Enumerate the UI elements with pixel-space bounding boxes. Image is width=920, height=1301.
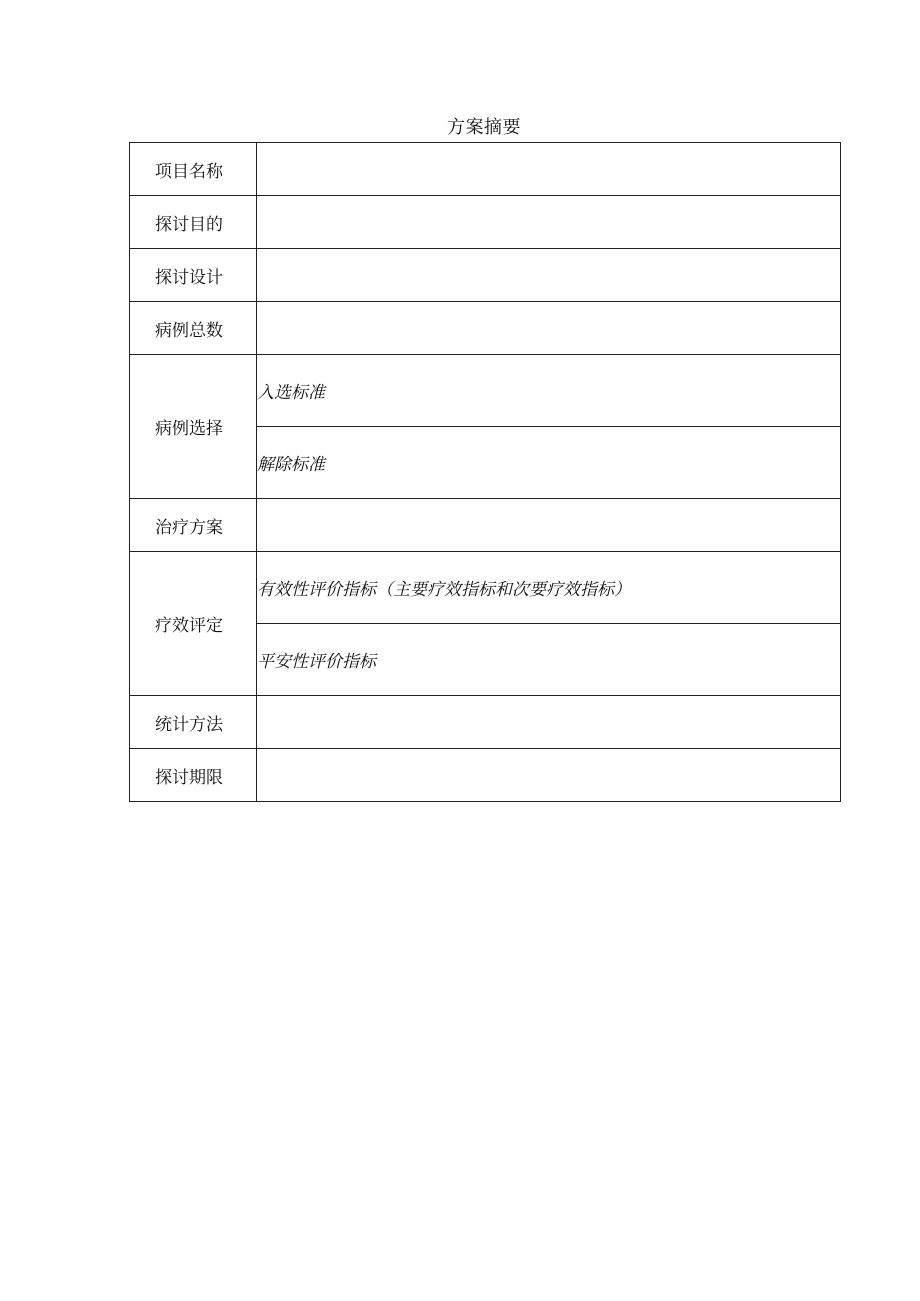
label-project-name bbox=[130, 143, 257, 196]
label-efficacy-evaluation-text: 疗效评定 bbox=[155, 616, 223, 636]
label-study-objective-text: 探讨目的 bbox=[155, 214, 223, 235]
value-study-design[interactable] bbox=[257, 249, 841, 302]
protocol-summary-table bbox=[129, 142, 841, 802]
label-study-design bbox=[130, 249, 257, 302]
row-treatment-plan bbox=[130, 499, 841, 552]
safety-indicators-label: 平安性评价指标 bbox=[257, 652, 376, 672]
label-efficacy-evaluation bbox=[130, 552, 257, 696]
row-efficacy-indicators bbox=[130, 552, 841, 624]
value-treatment-plan[interactable] bbox=[257, 499, 841, 552]
label-study-objective bbox=[130, 196, 257, 249]
efficacy-indicators-label: 有效性评价指标（主要疗效指标和次要疗效指标） bbox=[257, 580, 631, 600]
value-study-period[interactable] bbox=[257, 749, 841, 802]
row-study-period bbox=[130, 749, 841, 802]
row-study-objective bbox=[130, 196, 841, 249]
label-total-cases bbox=[130, 302, 257, 355]
label-project-name-text: 项目名称 bbox=[155, 161, 223, 182]
inclusion-criteria-label: 入选标准 bbox=[257, 383, 325, 403]
label-total-cases-text: 病例总数 bbox=[155, 320, 223, 341]
value-project-name[interactable] bbox=[257, 143, 841, 196]
row-study-design bbox=[130, 249, 841, 302]
label-study-period-text: 探讨期限 bbox=[155, 767, 223, 788]
label-case-selection bbox=[130, 355, 257, 499]
label-treatment-plan-text: 治疗方案 bbox=[155, 517, 223, 538]
label-study-design-text: 探讨设计 bbox=[155, 267, 223, 288]
exclusion-criteria-cell[interactable] bbox=[257, 427, 841, 499]
row-total-cases bbox=[130, 302, 841, 355]
label-study-period bbox=[130, 749, 257, 802]
safety-indicators-cell[interactable] bbox=[257, 624, 841, 696]
value-total-cases[interactable] bbox=[257, 302, 841, 355]
value-statistical-method[interactable] bbox=[257, 696, 841, 749]
exclusion-criteria-label: 解除标准 bbox=[257, 455, 325, 475]
row-case-selection-inclusion bbox=[130, 355, 841, 427]
document-title: 方案摘要 bbox=[447, 117, 521, 138]
value-study-objective[interactable] bbox=[257, 196, 841, 249]
row-statistical-method bbox=[130, 696, 841, 749]
label-statistical-method bbox=[130, 696, 257, 749]
label-case-selection-text: 病例选择 bbox=[155, 419, 223, 439]
row-project-name bbox=[130, 143, 841, 196]
label-statistical-method-text: 统计方法 bbox=[155, 714, 223, 735]
label-treatment-plan bbox=[130, 499, 257, 552]
inclusion-criteria-cell[interactable] bbox=[257, 355, 841, 427]
efficacy-indicators-cell[interactable] bbox=[257, 552, 841, 624]
